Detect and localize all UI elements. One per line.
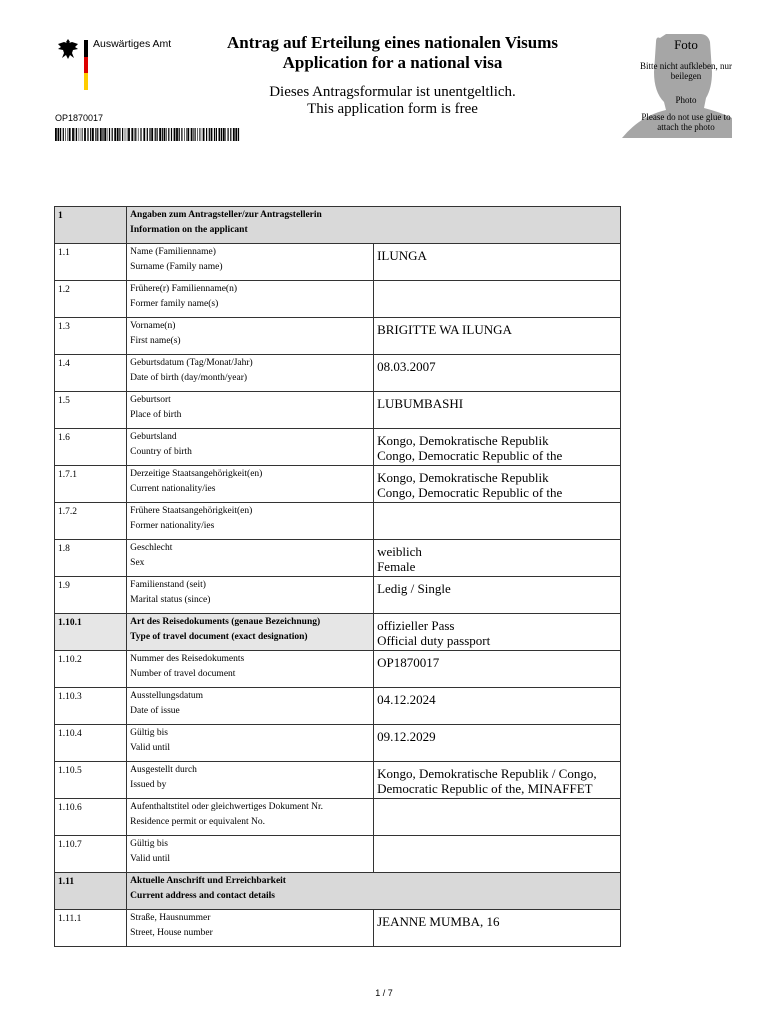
title-de: Antrag auf Erteilung eines nationalen Visums (226, 33, 559, 52)
form-row (55, 355, 621, 392)
field-value-line-2: Congo, Democratic Republic of the (377, 448, 563, 463)
photo-placeholder (620, 32, 732, 138)
photo-title: Foto (674, 37, 698, 52)
field-number: 1.10.2 (55, 651, 127, 688)
barcode-bar (164, 128, 166, 141)
section-header (55, 873, 621, 910)
form-row (55, 392, 621, 429)
field-label-de: Vorname(n) (130, 321, 176, 331)
photo-hint-en: Please do not use glue to attach the photo (641, 112, 731, 132)
form-row (55, 466, 621, 503)
barcode-bar (68, 128, 69, 141)
barcode-bar (135, 128, 136, 141)
barcode-bar (138, 128, 139, 141)
field-number: 1.1 (55, 244, 127, 281)
field-label (127, 577, 374, 614)
barcode-bar (166, 128, 167, 141)
field-number: 1.10.5 (55, 762, 127, 799)
barcode-bar (75, 128, 76, 141)
field-value-line-2: Democratic Republic of the, MINAFFET (377, 781, 593, 796)
applicant-info-table (54, 206, 621, 947)
barcode-bar (206, 128, 207, 141)
section-label (127, 873, 621, 910)
flag-stripe-gold (84, 73, 88, 90)
barcode-bar (131, 128, 133, 141)
form-row (55, 725, 621, 762)
barcode-bar (90, 128, 91, 141)
barcode-bar (209, 128, 210, 141)
barcode-bar (109, 128, 110, 141)
barcode-bar (176, 128, 178, 141)
barcode-bar (230, 128, 231, 141)
barcode-bar (186, 128, 187, 141)
field-label-en: Type of travel document (exact designation) (130, 632, 308, 642)
barcode-bar (159, 128, 161, 141)
field-label (127, 688, 374, 725)
barcode-bar (184, 128, 185, 141)
field-value[interactable] (374, 799, 621, 836)
field-label-de: Gültig bis (130, 839, 168, 849)
field-value[interactable] (374, 762, 621, 799)
field-label-de: Ausstellungsdatum (130, 691, 204, 701)
field-label (127, 244, 374, 281)
field-value[interactable] (374, 614, 621, 651)
field-number: 1.5 (55, 392, 127, 429)
barcode-bar (65, 128, 66, 141)
section-label-de: Angaben zum Antragsteller/zur Antragstellerin (130, 210, 322, 220)
field-value-line-1: BRIGITTE WA ILUNGA (377, 322, 512, 337)
field-label-en: Residence permit or equivalent No. (130, 817, 265, 827)
barcode-bar (168, 128, 169, 141)
field-number: 1.10.4 (55, 725, 127, 762)
field-label (127, 355, 374, 392)
field-label-de: Frühere(r) Familienname(n) (130, 284, 238, 294)
form-row (55, 651, 621, 688)
barcode-bar (174, 128, 176, 141)
subtitle-en: This application form is free (307, 101, 478, 117)
barcode-bar (214, 128, 215, 141)
field-label-de: Geburtsdatum (Tag/Monat/Jahr) (130, 358, 253, 368)
field-label-de: Derzeitige Staatsangehörigkeit(en) (130, 469, 263, 479)
field-label-en: Current nationality/ies (130, 484, 216, 494)
barcode-bar (127, 128, 128, 141)
field-label (127, 799, 374, 836)
document-number: OP1870017 (55, 113, 104, 123)
section-label-en: Information on the applicant (130, 225, 248, 235)
barcode-bar (235, 128, 237, 141)
barcode-bar (58, 128, 60, 141)
barcode-bar (114, 128, 116, 141)
field-label (127, 466, 374, 503)
barcode-bar (179, 128, 180, 141)
field-label (127, 429, 374, 466)
barcode-bar (228, 128, 229, 141)
field-label (127, 540, 374, 577)
field-value-line-1: Kongo, Demokratische Republik (377, 470, 549, 485)
barcode-bar (143, 128, 145, 141)
field-label-en: Date of birth (day/month/year) (130, 373, 248, 383)
field-label-de: Geburtsland (130, 432, 177, 442)
barcode-bar (221, 128, 222, 141)
barcode-bar (81, 128, 82, 141)
field-value-line-2: Official duty passport (377, 633, 491, 648)
field-label-de: Geschlecht (130, 543, 173, 553)
field-label (127, 614, 374, 651)
field-label-en: Issued by (130, 780, 167, 790)
barcode-bar (216, 128, 217, 141)
barcode-bar (147, 128, 148, 141)
form-row (55, 614, 621, 651)
barcode-bar (187, 128, 189, 141)
field-label-en: Sex (130, 558, 145, 568)
barcode-bar (55, 128, 57, 141)
section-header (55, 207, 621, 244)
field-value[interactable] (374, 577, 621, 614)
field-value-line-1: 08.03.2007 (377, 359, 436, 374)
barcode-bar (171, 128, 172, 141)
barcode-bar (149, 128, 150, 141)
field-number: 1.10.3 (55, 688, 127, 725)
barcode-bar (151, 128, 153, 141)
field-label-de: Name (Familienname) (130, 247, 216, 257)
flag-stripe-red (84, 57, 88, 74)
barcode-bar (104, 128, 106, 141)
field-number: 1.10.1 (55, 614, 127, 651)
field-label-de: Gültig bis (130, 728, 168, 738)
barcode-bar (225, 128, 226, 141)
form-title (170, 33, 615, 73)
field-value-line-2: Congo, Democratic Republic of the (377, 485, 563, 500)
field-label-en: Valid until (130, 743, 171, 753)
barcode-bar (233, 128, 235, 141)
barcode-bar (191, 128, 193, 141)
field-label-en: Marital status (since) (130, 595, 211, 605)
form-row (55, 429, 621, 466)
form-row (55, 540, 621, 577)
form-row (55, 281, 621, 318)
barcode-bar (122, 128, 123, 141)
form-row (55, 244, 621, 281)
barcode-bar (140, 128, 141, 141)
field-label (127, 318, 374, 355)
field-number: 1.7.2 (55, 503, 127, 540)
barcode-bar (223, 128, 225, 141)
barcode-bar (201, 128, 202, 141)
field-number: 1.4 (55, 355, 127, 392)
field-label-de: Familienstand (seit) (130, 580, 206, 590)
barcode-bar (128, 128, 130, 141)
section-label (127, 207, 621, 244)
field-value[interactable] (374, 503, 621, 540)
barcode-bar (155, 128, 156, 141)
barcode-bar (102, 128, 103, 141)
german-flag (84, 40, 88, 90)
barcode-bar (112, 128, 113, 141)
section-label-de: Aktuelle Anschrift und Erreichbarkeit (130, 876, 286, 886)
form-row (55, 688, 621, 725)
barcode-bar (63, 128, 64, 141)
field-value[interactable] (374, 910, 621, 947)
barcode-bar (84, 128, 86, 141)
field-label-en: Street, House number (130, 928, 213, 938)
field-value-line-1: offizieller Pass (377, 618, 455, 633)
barcode-bar (193, 128, 194, 141)
field-label-de: Nummer des Reisedokuments (130, 654, 245, 664)
form-row (55, 910, 621, 947)
field-value-line-1: JEANNE MUMBA, 16 (377, 914, 500, 929)
field-number: 1.10.6 (55, 799, 127, 836)
field-label (127, 836, 374, 873)
form-row (55, 836, 621, 873)
field-label-de: Art des Reisedokuments (genaue Bezeichnung) (130, 617, 321, 627)
barcode-bar (82, 128, 83, 141)
field-number: 1.10.7 (55, 836, 127, 873)
field-number: 1.2 (55, 281, 127, 318)
flag-stripe-black (84, 40, 88, 57)
field-value[interactable] (374, 651, 621, 688)
barcode-bar (60, 128, 61, 141)
field-value-line-2: Female (377, 559, 416, 574)
form-row (55, 762, 621, 799)
field-label (127, 910, 374, 947)
section-number: 1 (55, 207, 127, 244)
barcode-bar (141, 128, 142, 141)
barcode-bar (107, 128, 108, 141)
field-value-line-1: OP1870017 (377, 655, 440, 670)
barcode-bar (72, 128, 74, 141)
ministry-name: Auswärtiges Amt (93, 38, 172, 50)
field-value-line-1: Ledig / Single (377, 581, 451, 596)
field-label-en: Surname (Family name) (130, 262, 223, 272)
federal-eagle-icon (56, 38, 80, 60)
form-subtitle (170, 84, 615, 118)
field-label (127, 725, 374, 762)
section-number: 1.11 (55, 873, 127, 910)
barcode-bar (157, 128, 158, 141)
field-value-line-1: Kongo, Demokratische Republik / Congo, (377, 766, 597, 781)
field-value[interactable] (374, 540, 621, 577)
barcode-bar (199, 128, 200, 141)
field-label (127, 281, 374, 318)
barcode-bar (219, 128, 221, 141)
field-value[interactable] (374, 281, 621, 318)
field-value[interactable] (374, 355, 621, 392)
field-value-line-1: ILUNGA (377, 248, 427, 263)
field-label-de: Aufenthaltstitel oder gleichwertiges Dokument Nr. (130, 802, 324, 812)
barcode-bar (95, 128, 96, 141)
barcode-bar (203, 128, 205, 141)
barcode-icon (55, 128, 240, 141)
field-number: 1.6 (55, 429, 127, 466)
field-label (127, 503, 374, 540)
field-label-en: Former family name(s) (130, 299, 219, 309)
field-value[interactable] (374, 392, 621, 429)
field-label-en: Number of travel document (130, 669, 236, 679)
barcode-bar (87, 128, 88, 141)
field-label-de: Ausgestellt durch (130, 765, 197, 775)
field-label-en: Date of issue (130, 706, 180, 716)
field-label-en: Place of birth (130, 410, 182, 420)
form-row (55, 503, 621, 540)
photo-hint-de: Bitte nicht aufkleben, nur beilegen (640, 61, 732, 81)
field-label (127, 651, 374, 688)
barcode-bar (79, 128, 80, 141)
barcode-bar (211, 128, 213, 141)
field-number: 1.8 (55, 540, 127, 577)
form-row (55, 318, 621, 355)
field-value-line-1: weiblich (377, 544, 422, 559)
barcode-bar (76, 128, 77, 141)
field-label-en: Country of birth (130, 447, 192, 457)
barcode-bar (97, 128, 98, 141)
field-number: 1.11.1 (55, 910, 127, 947)
field-value[interactable] (374, 836, 621, 873)
barcode-bar (92, 128, 94, 141)
barcode-bar (100, 128, 102, 141)
field-number: 1.3 (55, 318, 127, 355)
title-en: Application for a national visa (282, 53, 503, 72)
barcode-bar (117, 128, 119, 141)
field-value-line-1: 09.12.2029 (377, 729, 436, 744)
form-row (55, 799, 621, 836)
field-number: 1.9 (55, 577, 127, 614)
field-label-en: Valid until (130, 854, 171, 864)
field-value[interactable] (374, 244, 621, 281)
page-number: 1 / 7 (375, 988, 393, 998)
field-value-line-1: Kongo, Demokratische Republik (377, 433, 549, 448)
subtitle-de: Dieses Antragsformular ist unentgeltlich. (269, 84, 516, 100)
field-value-line-1: LUBUMBASHI (377, 396, 464, 411)
barcode-bar (195, 128, 196, 141)
form-row (55, 577, 621, 614)
field-label (127, 392, 374, 429)
field-label-en: First name(s) (130, 336, 181, 346)
field-label-de: Straße, Hausnummer (130, 913, 211, 923)
barcode-bar (134, 128, 135, 141)
barcode-bar (119, 128, 120, 141)
barcode-bar (69, 128, 71, 141)
field-value-line-1: 04.12.2024 (377, 692, 436, 707)
field-label-en: Former nationality/ies (130, 521, 215, 531)
field-label-de: Geburtsort (130, 395, 171, 405)
section-label-en: Current address and contact details (130, 891, 275, 901)
barcode-bar (125, 128, 126, 141)
barcode-bar (238, 128, 239, 141)
field-value[interactable] (374, 318, 621, 355)
field-value[interactable] (374, 466, 621, 503)
field-value[interactable] (374, 725, 621, 762)
field-label-de: Frühere Staatsangehörigkeit(en) (130, 506, 253, 516)
field-value[interactable] (374, 429, 621, 466)
photo-title-en: Photo (675, 95, 697, 105)
field-label (127, 762, 374, 799)
barcode-bar (162, 128, 163, 141)
field-value[interactable] (374, 688, 621, 725)
barcode-bar (181, 128, 182, 141)
barcode-bar (197, 128, 198, 141)
field-number: 1.7.1 (55, 466, 127, 503)
